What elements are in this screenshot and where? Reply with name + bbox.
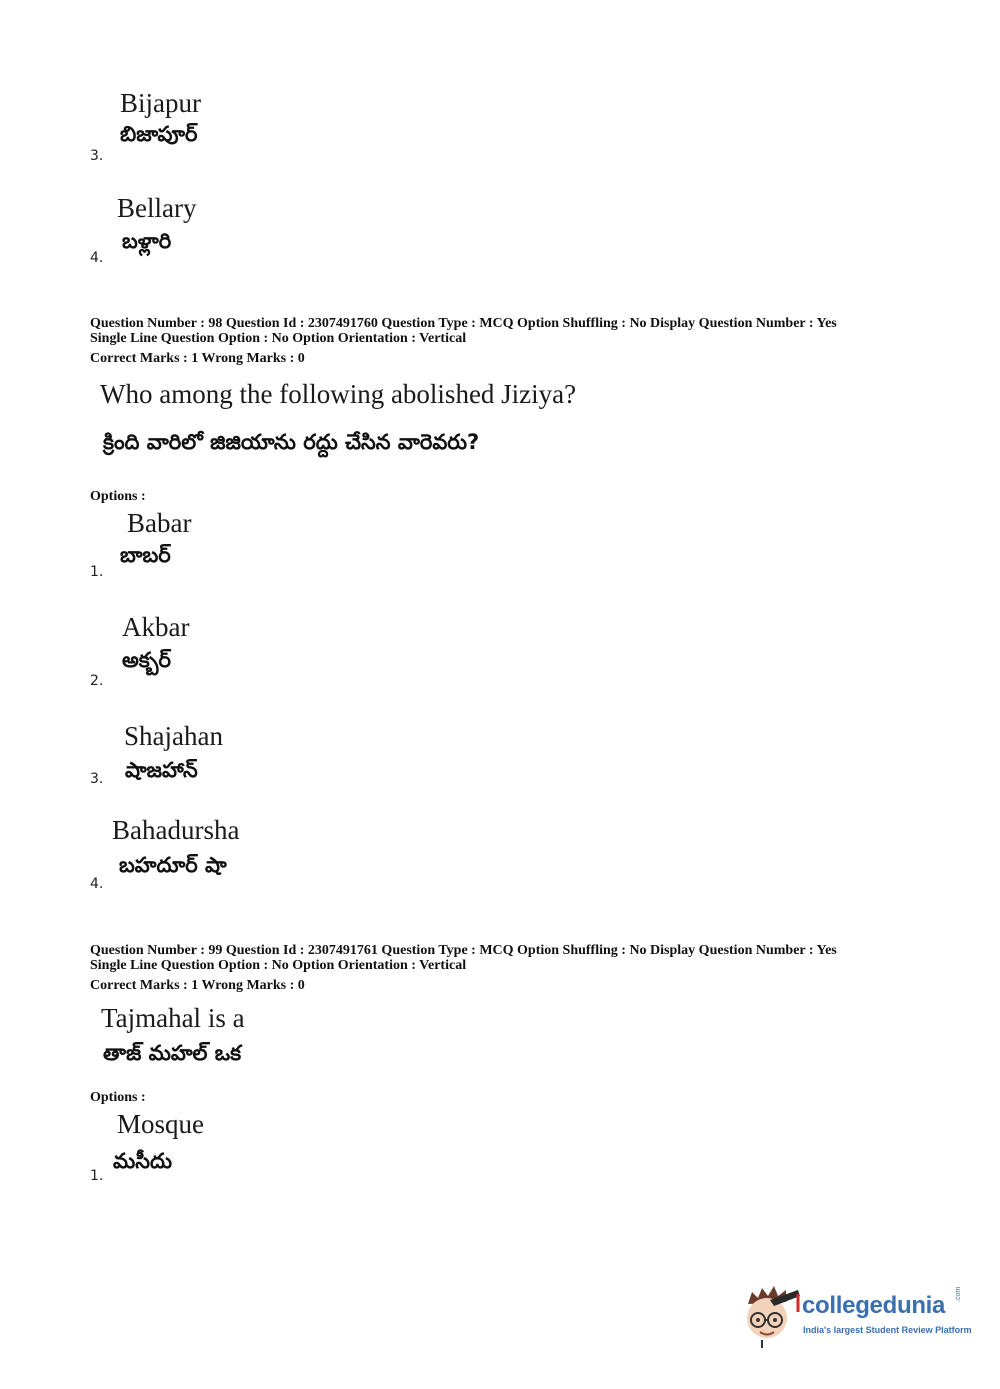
q99-meta-line-2: Single Line Question Option : No Option Orientation : Vertical: [90, 958, 467, 973]
collegedunia-watermark: [740, 1282, 980, 1352]
q98-option-2-english: Akbar: [122, 612, 190, 642]
option-3-english: Bijapur: [120, 88, 201, 118]
q98-option-3-telugu: షాజహాన్: [125, 758, 198, 782]
brand-tagline: India's largest Student Review Platform: [803, 1325, 972, 1335]
q98-option-1-number: 1.: [90, 564, 104, 580]
option-4-telugu: బళ్లారి: [122, 229, 172, 253]
q99-options-label: Options :: [90, 1090, 146, 1105]
q98-option-1-telugu: బాబర్: [120, 543, 171, 567]
q98-options-label: Options :: [90, 489, 146, 504]
q98-marks: Correct Marks : 1 Wrong Marks : 0: [90, 351, 305, 366]
q98-option-4-english: Bahadursha: [112, 815, 240, 845]
q98-option-3-english: Shajahan: [124, 721, 223, 751]
q98-option-3-number: 3.: [90, 771, 104, 787]
q98-meta-line-2: Single Line Question Option : No Option Orientation : Vertical: [90, 331, 467, 346]
option-3-number: 3.: [90, 148, 104, 164]
q99-marks: Correct Marks : 1 Wrong Marks : 0: [90, 978, 305, 993]
q99-option-1-english: Mosque: [117, 1109, 204, 1139]
q98-meta-line-1: Question Number : 98 Question Id : 2307491760 Question Type : MCQ Option Shuffling : No Display Question Number : Yes: [90, 316, 837, 331]
q99-question-english: Tajmahal is a: [101, 1003, 245, 1033]
option-3-telugu: బిజాపూర్: [120, 122, 198, 146]
option-4-number: 4.: [90, 250, 104, 266]
q98-option-2-number: 2.: [90, 673, 104, 689]
q99-option-1-number: 1.: [90, 1168, 104, 1184]
option-4-english: Bellary: [117, 193, 197, 223]
collegedunia-mascot-icon: [740, 1282, 802, 1350]
q98-option-1-english: Babar: [127, 508, 192, 538]
q98-question-telugu: క్రింది వారిలో జిజియాను రద్దు చేసిన వారెవరు?: [103, 430, 480, 454]
q98-option-4-number: 4.: [90, 876, 104, 892]
q99-question-telugu: తాజ్ మహల్ ఒక: [103, 1041, 242, 1065]
q98-option-2-telugu: అక్బర్: [122, 648, 171, 672]
brand-suffix: .com: [955, 1286, 962, 1302]
q98-question-english: Who among the following abolished Jiziya?: [100, 379, 577, 409]
q98-option-4-telugu: బహదూర్ షా: [119, 853, 227, 877]
q99-option-1-telugu: మసీదు: [113, 1149, 173, 1173]
brand-name: collegedunia: [802, 1292, 946, 1319]
q99-meta-line-1: Question Number : 99 Question Id : 2307491761 Question Type : MCQ Option Shuffling : No Display Question Number : Yes: [90, 943, 837, 958]
